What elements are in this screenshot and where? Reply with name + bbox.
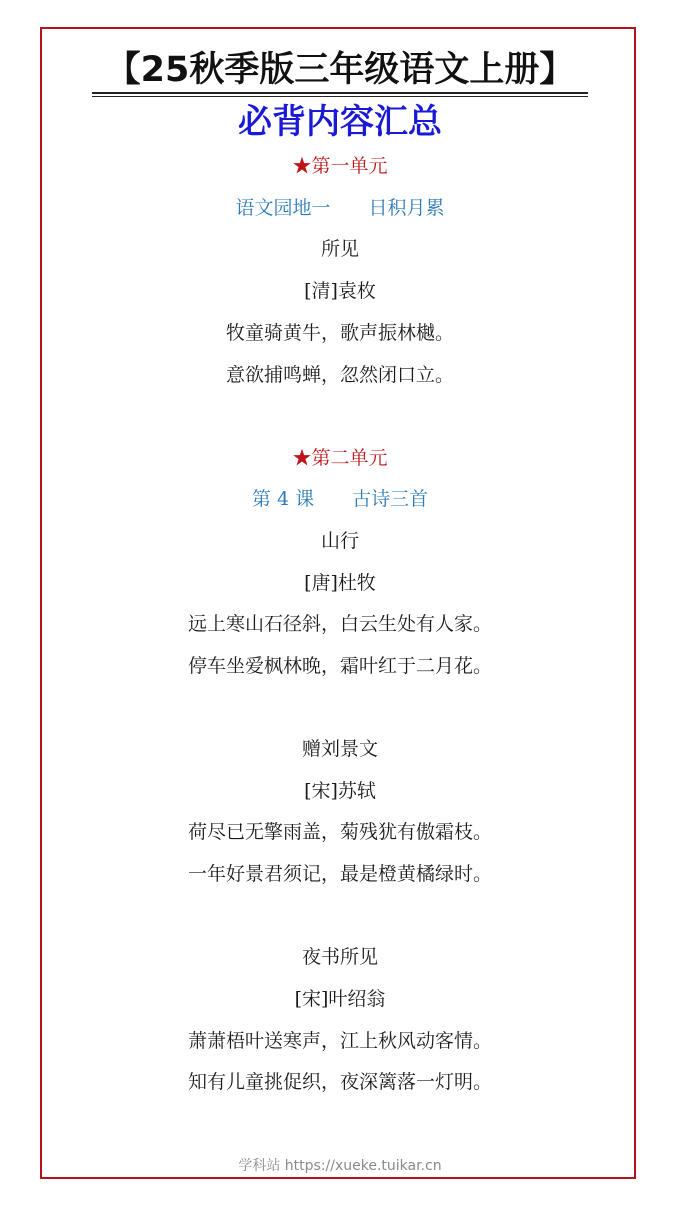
poem-title: 山行: [320, 530, 359, 552]
poem-line: 萧萧梧叶送寒声，江上秋风动客情。: [187, 1030, 492, 1052]
poem-author: [唐]杜牧: [304, 572, 376, 594]
poem-title: 赠刘景文: [301, 738, 378, 760]
poem-line: 知有儿童挑促织，夜深篱落一灯明。: [187, 1071, 492, 1093]
poem-author: [清]袁枚: [304, 280, 376, 302]
poem-line: 停车坐爱枫林晚，霜叶红于二月花。: [187, 655, 492, 677]
poem-line: 牧童骑黄牛，歌声振林樾。: [225, 322, 454, 344]
unit-heading: ★第一单元: [292, 155, 388, 177]
title-underline: [92, 92, 588, 94]
poem-line: 远上寒山石径斜，白云生处有人家。: [187, 613, 492, 635]
page-subtitle: 必背内容汇总: [238, 102, 442, 142]
poem-line: 一年好景君须记，最是橙黄橘绿时。: [187, 863, 492, 885]
poem-line: 荷尽已无擎雨盖，菊残犹有傲霜枝。: [187, 821, 492, 843]
lesson-heading: 语文园地一 日积月累: [235, 197, 445, 219]
footer-watermark: 学科站 https://xueke.tuikar.cn: [238, 1158, 442, 1174]
title-underline-thin: [92, 96, 588, 97]
poem-author: [宋]苏轼: [304, 780, 376, 802]
unit-heading: ★第二单元: [292, 447, 388, 469]
page-title: 【25秋季版三年级语文上册】: [105, 50, 575, 90]
lesson-heading: 第 4 课 古诗三首: [251, 488, 429, 510]
poem-title: 所见: [320, 238, 359, 260]
poem-title: 夜书所见: [301, 946, 378, 968]
poem-author: [宋]叶绍翁: [294, 988, 386, 1010]
poem-line: 意欲捕鸣蝉，忽然闭口立。: [225, 364, 454, 386]
